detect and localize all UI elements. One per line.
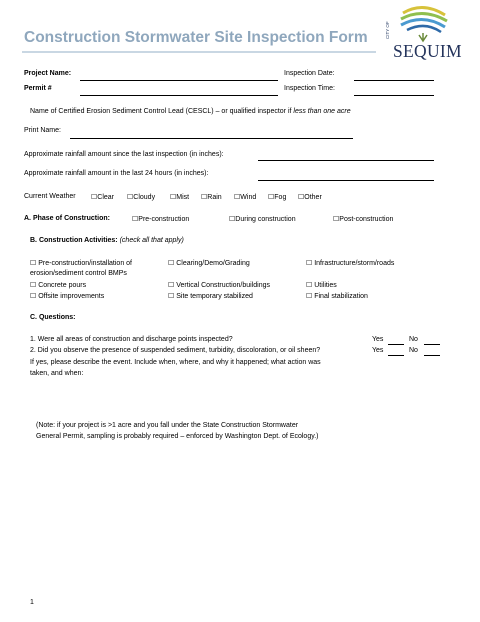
question-2: 2. Did you observe the presence of suspended sediment, turbidity, discoloration, or oil sheen? [30, 347, 321, 354]
activity-preconstruction-cont: erosion/sediment control BMPs [30, 270, 127, 277]
phase-during-checkbox[interactable]: ☐During construction [229, 216, 296, 223]
weather-wind-checkbox[interactable]: ☐Wind [234, 194, 257, 201]
activity-temp-stabilized-checkbox[interactable]: ☐ Site temporary stabilized [168, 293, 253, 300]
activity-preconstruction-checkbox[interactable]: ☐ Pre-construction/installation of [30, 260, 132, 267]
inspection-date-field[interactable] [354, 80, 434, 81]
cescl-note [30, 108, 351, 115]
permit-label: Permit # [24, 85, 52, 92]
describe-line-1: If yes, please describe the event. Include when, where, and why it happened; what action was [30, 359, 321, 366]
print-name-label: Print Name: [24, 127, 61, 134]
logo-sequim: SEQUIM [393, 41, 462, 61]
q1-no-label: No [409, 336, 418, 343]
describe-line-2: taken, and when: [30, 370, 84, 377]
q2-yes-label: Yes [372, 347, 384, 354]
activity-concrete-checkbox[interactable]: ☐ Concrete pours [30, 282, 87, 289]
project-name-label: Project Name: [24, 70, 72, 77]
cescl-note-text: Name of Certified Erosion Sediment Control Lead (CESCL) – or qualified inspector if [30, 108, 294, 115]
logo-city-of: CITY OF [385, 21, 390, 39]
permit-field[interactable] [80, 95, 278, 96]
title-divider [22, 51, 376, 53]
activities-note: (check all that apply) [119, 237, 184, 244]
activity-infrastructure-checkbox[interactable]: ☐ Infrastructure/storm/roads [306, 260, 395, 267]
weather-clear-checkbox[interactable]: ☐Clear [91, 194, 115, 201]
rain-since-last-field[interactable] [258, 160, 434, 161]
weather-mist-checkbox[interactable]: ☐Mist [170, 194, 190, 201]
phase-pre-checkbox[interactable]: ☐Pre-construction [132, 216, 190, 223]
q1-no-field[interactable] [424, 344, 440, 345]
activity-final-stabilization-checkbox[interactable]: ☐ Final stabilization [306, 293, 368, 300]
activity-utilities-checkbox[interactable]: ☐ Utilities [306, 282, 337, 289]
form-title: Construction Stormwater Site Inspection Form [24, 29, 368, 46]
page-number: 1 [30, 599, 34, 606]
rain-24h-label: Approximate rainfall amount in the last 24 hours (in inches): [24, 170, 209, 177]
footer-note-line-1: (Note: if your project is >1 acre and you fall under the State Construction Stormwater [36, 422, 299, 429]
city-logo [383, 3, 463, 59]
footer-note-line-2: General Permit, sampling is probably required – enforced by Washington Dept. of Ecology.) [36, 433, 319, 440]
rain-24h-field[interactable] [258, 180, 434, 181]
q2-yes-field[interactable] [388, 355, 404, 356]
questions-label: C. Questions: [30, 314, 76, 321]
q2-no-label: No [409, 347, 418, 354]
activities-label: B. Construction Activities: [30, 237, 118, 244]
weather-label: Current Weather [24, 193, 76, 200]
activity-offsite-checkbox[interactable]: ☐ Offsite improvements [30, 293, 105, 300]
activity-clearing-checkbox[interactable]: ☐ Clearing/Demo/Grading [168, 260, 250, 267]
project-name-field[interactable] [80, 80, 278, 81]
phase-label: A. Phase of Construction: [24, 215, 110, 222]
weather-rain-checkbox[interactable]: ☐Rain [201, 194, 222, 201]
weather-cloudy-checkbox[interactable]: ☐Cloudy [127, 194, 156, 201]
activities-heading [30, 237, 184, 244]
weather-fog-checkbox[interactable]: ☐Fog [268, 194, 287, 201]
q1-yes-label: Yes [372, 336, 384, 343]
cescl-note-italic: less than one acre [293, 108, 351, 115]
phase-post-checkbox[interactable]: ☐Post-construction [333, 216, 394, 223]
inspection-date-label: Inspection Date: [284, 70, 335, 77]
q2-no-field[interactable] [424, 355, 440, 356]
activity-vertical-checkbox[interactable]: ☐ Vertical Construction/buildings [168, 282, 270, 289]
weather-other-checkbox[interactable]: ☐Other [298, 194, 322, 201]
print-name-field[interactable] [70, 138, 353, 139]
q1-yes-field[interactable] [388, 344, 404, 345]
inspection-time-label: Inspection Time: [284, 85, 335, 92]
rain-since-last-label: Approximate rainfall amount since the last inspection (in inches): [24, 151, 224, 158]
sequim-swirl-icon [383, 3, 463, 43]
question-1: 1. Were all areas of construction and discharge points inspected? [30, 336, 233, 343]
inspection-time-field[interactable] [354, 95, 434, 96]
